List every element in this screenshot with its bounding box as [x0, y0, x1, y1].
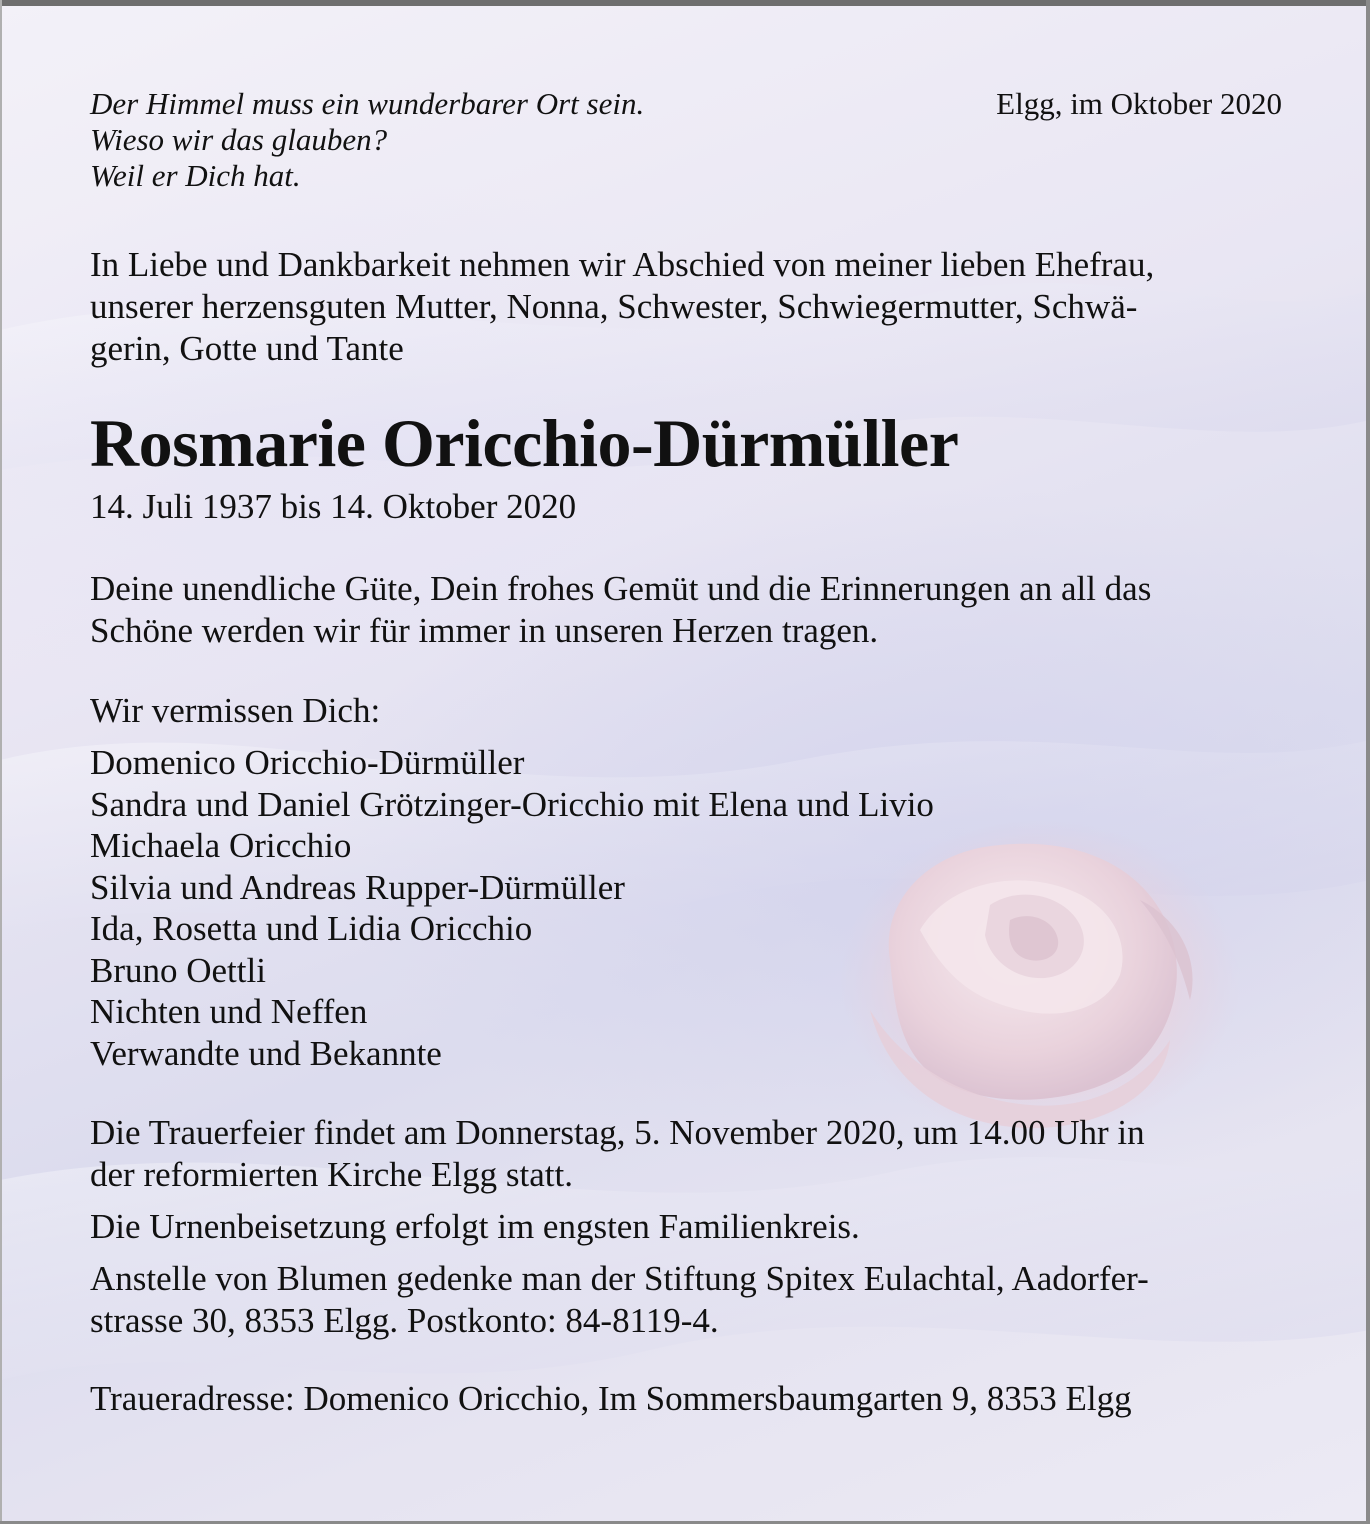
place-date: Elgg, im Oktober 2020 [996, 86, 1282, 121]
burial-info: Die Urnenbeisetzung erfolgt im engsten Familienkreis. [90, 1207, 860, 1246]
intro-line: In Liebe und Dankbarkeit nehmen wir Abschied von meiner lieben Ehefrau, [90, 245, 1155, 284]
obituary-text [90, 86, 1282, 1420]
mourner-name: Bruno Oettli [90, 950, 266, 990]
motto-quote [90, 86, 644, 194]
motto-line: Der Himmel muss ein wunderbarer Ort sein. [90, 86, 645, 121]
life-dates: 14. Juli 1937 bis 14. Oktober 2020 [90, 487, 577, 526]
deceased-name: Rosmarie Oricchio-Dürmüller [90, 405, 959, 481]
motto-line: Weil er Dich hat. [90, 158, 301, 193]
mourning-address: Traueradresse: Domenico Oricchio, Im Sommersbaumgarten 9, 8353 Elgg [90, 1379, 1132, 1418]
intro-line: gerin, Gotte und Tante [90, 329, 404, 368]
mourners-heading: Wir vermissen Dich: [90, 691, 381, 730]
mourners-list [90, 742, 1282, 1074]
donation-line: strasse 30, 8353 Elgg. Postkonto: 84-8119-4. [90, 1301, 719, 1340]
header-row [90, 86, 1282, 194]
intro-paragraph [90, 244, 1282, 370]
frame-top-border [0, 0, 1370, 6]
funeral-service-info [90, 1112, 1282, 1196]
tribute-paragraph [90, 568, 1282, 652]
mourner-name: Domenico Oricchio-Dürmüller [90, 743, 525, 782]
donation-line: Anstelle von Blumen gedenke man der Stiftung Spitex Eulachtal, Aadorfer- [90, 1259, 1149, 1298]
frame-right-border [1366, 0, 1370, 1524]
service-line: der reformierten Kirche Elgg statt. [90, 1155, 573, 1194]
mourner-name: Michaela Oricchio [90, 826, 352, 865]
intro-line: unserer herzensguten Mutter, Nonna, Schwester, Schwiegermutter, Schwä- [90, 287, 1138, 326]
tribute-line: Schöne werden wir für immer in unseren Herzen tragen. [90, 611, 879, 650]
mourner-name: Nichten und Neffen [90, 992, 368, 1031]
frame-left-border [0, 0, 2, 1524]
mourner-name: Verwandte und Bekannte [90, 1033, 442, 1073]
service-line: Die Trauerfeier findet am Donnerstag, 5. November 2020, um 14.00 Uhr in [90, 1113, 1145, 1152]
motto-line: Wieso wir das glauben? [90, 122, 388, 157]
mourner-name: Ida, Rosetta und Lidia Oricchio [90, 909, 533, 948]
donation-info [90, 1258, 1282, 1342]
mourner-name: Sandra und Daniel Grötzinger-Oricchio mit Elena und Livio [90, 784, 934, 824]
tribute-line: Deine unendliche Güte, Dein frohes Gemüt und die Erinnerungen an all das [90, 569, 1152, 608]
mourner-name: Silvia und Andreas Rupper-Dürmüller [90, 867, 625, 907]
